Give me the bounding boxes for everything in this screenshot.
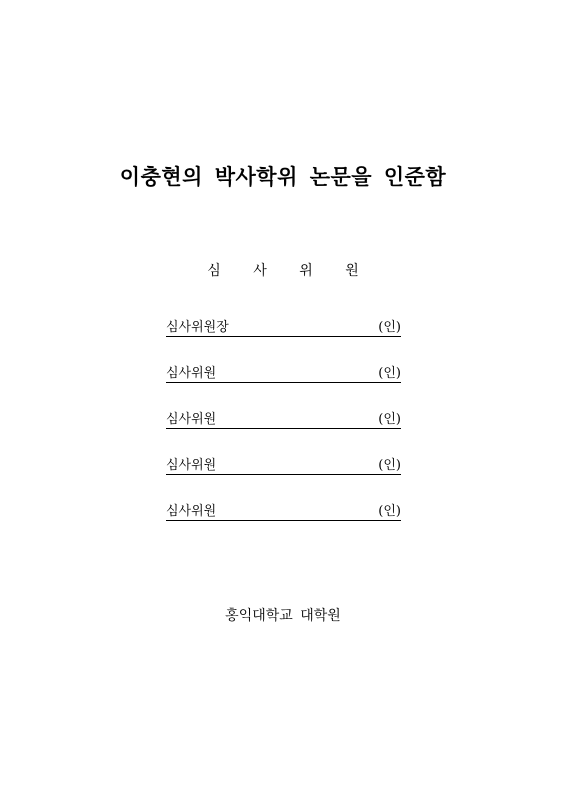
committee-heading: 심 사 위 원	[207, 263, 373, 279]
signature-row-member-4	[166, 500, 401, 546]
signature-seal: (인)	[378, 320, 401, 335]
signature-role: 심사위원장	[166, 320, 229, 335]
signature-role: 심사위원	[166, 458, 217, 473]
signature-row-chair	[166, 316, 401, 362]
signature-row-member-2	[166, 408, 401, 454]
signature-line	[166, 316, 401, 337]
signature-seal: (인)	[378, 412, 401, 427]
signature-row-member-1	[166, 362, 401, 408]
signature-role: 심사위원	[166, 366, 217, 381]
signature-seal: (인)	[378, 366, 401, 381]
signature-line	[166, 362, 401, 383]
signature-role: 심사위원	[166, 412, 217, 427]
signature-row-member-3	[166, 454, 401, 500]
signature-role: 심사위원	[166, 504, 217, 519]
signature-line	[166, 500, 401, 521]
signature-line	[166, 408, 401, 429]
signature-list	[166, 316, 401, 546]
approval-title: 이충현의 박사학위 논문을 인준함	[119, 165, 447, 189]
signature-seal: (인)	[378, 458, 401, 473]
signature-seal: (인)	[378, 504, 401, 519]
institution-name: 홍익대학교 대학원	[225, 608, 341, 624]
signature-line	[166, 454, 401, 475]
